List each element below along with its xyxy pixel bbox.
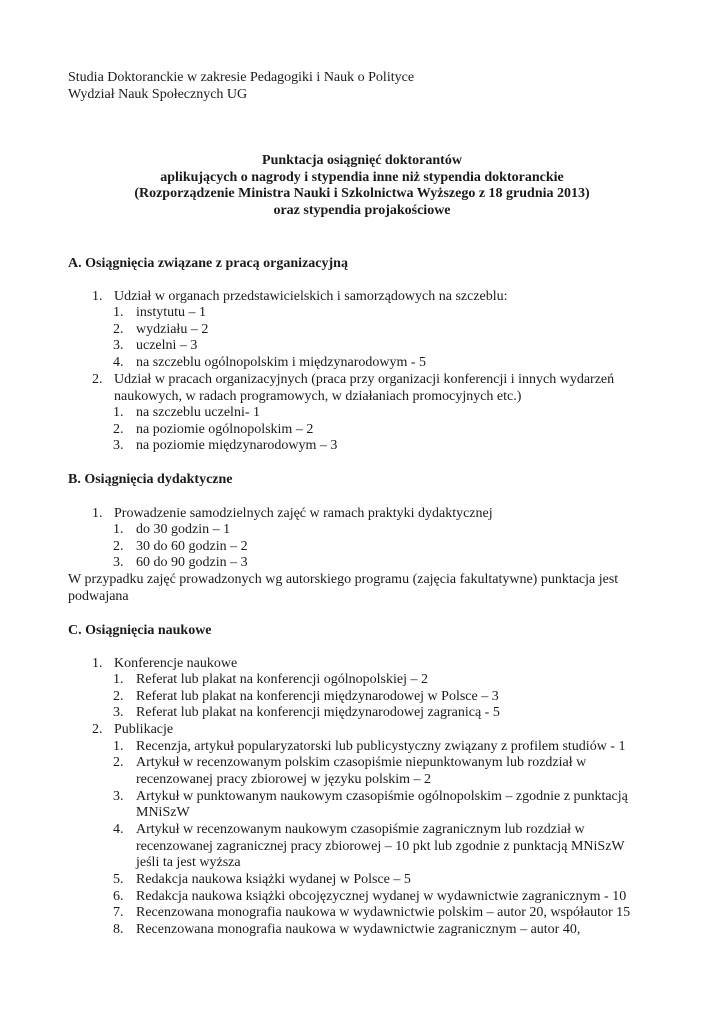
list-number: 2.: [92, 722, 103, 737]
section-b-heading: B. Osiągnięcia dydaktyczne: [68, 472, 233, 487]
sublist-number: 3.: [113, 338, 124, 353]
sublist-number: 3.: [113, 438, 124, 453]
sublist-number: 2.: [113, 539, 124, 554]
list-item: Konferencje naukowe: [114, 656, 238, 671]
sublist-item-continuation: jeśli ta jest wyższa: [136, 855, 241, 870]
sublist-item-continuation: MNiSzW: [136, 805, 190, 820]
institution-line: Studia Doktoranckie w zakresie Pedagogiki i Nauk o Polityce: [68, 70, 415, 85]
sublist-number: 5.: [113, 872, 124, 887]
sublist-item: do 30 godzin – 1: [136, 522, 231, 537]
note-paragraph: W przypadku zajęć prowadzonych wg autorskiego programu (zajęcia fakultatywne) punktacja jest: [68, 572, 619, 587]
sublist-item: Artykuł w punktowanym naukowym czasopiśmie ogólnopolskim – zgodnie z punktacją: [136, 789, 628, 804]
sublist-item: Referat lub plakat na konferencji międzynarodowej w Polsce – 3: [136, 689, 499, 704]
note-paragraph-continuation: podwajana: [68, 589, 129, 604]
sublist-item: Referat lub plakat na konferencji ogólnopolskiej – 2: [136, 672, 428, 687]
sublist-number: 1.: [113, 405, 124, 420]
sublist-item: Referat lub plakat na konferencji międzynarodowej zagranicą - 5: [136, 705, 500, 720]
sublist-number: 1.: [113, 739, 124, 754]
title-line-2: aplikujących o nagrody i stypendia inne niż stypendia doktoranckie: [160, 170, 564, 185]
list-number: 1.: [92, 289, 103, 304]
sublist-item-continuation: recenzowanej zagranicznej pracy zbiorowej – 10 pkt lub zgodnie z punktacją MNiSzW: [136, 839, 625, 854]
sublist-number: 2.: [113, 755, 124, 770]
list-item: Udział w organach przedstawicielskich i samorządowych na szczeblu:: [114, 289, 508, 304]
sublist-item: na poziomie międzynarodowym – 3: [136, 438, 338, 453]
sublist-item-continuation: recenzowanej pracy zbiorowej w języku polskim – 2: [136, 772, 432, 787]
list-number: 2.: [92, 372, 103, 387]
section-a-heading: A. Osiągnięcia związane z pracą organizacyjną: [68, 256, 348, 271]
title-line-4: oraz stypendia projakościowe: [273, 203, 451, 218]
list-item: Udział w pracach organizacyjnych (praca przy organizacji konferencji i innych wydarzeń: [114, 372, 615, 387]
sublist-number: 8.: [113, 922, 124, 937]
sublist-number: 3.: [113, 705, 124, 720]
document-title: Punktacja osiągnięć doktorantów: [262, 153, 462, 168]
sublist-number: 1.: [113, 522, 124, 537]
sublist-item: Artykuł w recenzowanym naukowym czasopiśmie zagranicznym lub rozdział w: [136, 822, 585, 837]
sublist-item: Recenzja, artykuł popularyzatorski lub publicystyczny związany z profilem studiów - 1: [136, 739, 626, 754]
sublist-number: 2.: [113, 422, 124, 437]
sublist-item: Redakcja naukowa książki wydanej w Polsce – 5: [136, 872, 411, 887]
sublist-number: 3.: [113, 789, 124, 804]
title-line-3: (Rozporządzenie Ministra Nauki i Szkolnictwa Wyższego z 18 grudnia 2013): [134, 186, 590, 201]
sublist-item: 60 do 90 godzin – 3: [136, 555, 248, 570]
sublist-number: 2.: [113, 689, 124, 704]
section-c-heading: C. Osiągnięcia naukowe: [68, 623, 212, 638]
sublist-item: wydziału – 2: [136, 322, 209, 337]
sublist-number: 4.: [113, 355, 124, 370]
list-item: Publikacje: [114, 722, 174, 737]
list-number: 1.: [92, 506, 103, 521]
sublist-item: na szczeblu ogólnopolskim i międzynarodowym - 5: [136, 355, 427, 370]
sublist-item: na poziomie ogólnopolskim – 2: [136, 422, 314, 437]
sublist-item: na szczeblu uczelni- 1: [136, 405, 260, 420]
sublist-item: Recenzowana monografia naukowa w wydawnictwie polskim – autor 20, współautor 15: [136, 905, 631, 920]
sublist-item: 30 do 60 godzin – 2: [136, 539, 248, 554]
list-number: 1.: [92, 656, 103, 671]
sublist-item: uczelni – 3: [136, 338, 198, 353]
sublist-item: Recenzowana monografia naukowa w wydawnictwie zagranicznym – autor 40,: [136, 922, 581, 937]
sublist-item: Redakcja naukowa książki obcojęzycznej wydanej w wydawnictwie zagranicznym - 10: [136, 889, 627, 904]
list-item: Prowadzenie samodzielnych zajęć w ramach praktyki dydaktycznej: [114, 506, 493, 521]
sublist-number: 1.: [113, 305, 124, 320]
sublist-item: instytutu – 1: [136, 305, 207, 320]
faculty-line: Wydział Nauk Społecznych UG: [68, 87, 248, 102]
sublist-number: 2.: [113, 322, 124, 337]
list-item-continuation: naukowych, w radach programowych, w działaniach promocyjnych etc.): [114, 389, 522, 404]
sublist-number: 7.: [113, 905, 124, 920]
sublist-number: 6.: [113, 889, 124, 904]
sublist-item: Artykuł w recenzowanym polskim czasopiśmie niepunktowanym lub rozdział w: [136, 755, 587, 770]
sublist-number: 1.: [113, 672, 124, 687]
sublist-number: 3.: [113, 555, 124, 570]
sublist-number: 4.: [113, 822, 124, 837]
